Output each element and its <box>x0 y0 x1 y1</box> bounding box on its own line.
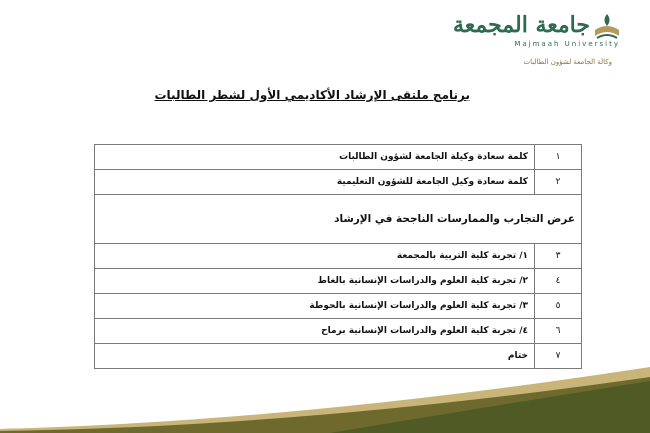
row-number: ١ <box>535 145 582 170</box>
table-row <box>95 145 582 170</box>
row-text: ٣/ تجربة كلية العلوم والدراسات الإنسانية بالحوطة <box>95 294 535 319</box>
row-text: كلمة سعادة وكيل الجامعة للشؤون التعليمية <box>95 170 535 195</box>
book-emblem-icon <box>592 10 622 44</box>
row-text: ٤/ تجربة كلية العلوم والدراسات الإنسانية برماح <box>95 319 535 344</box>
table-row <box>95 269 582 294</box>
row-text: ختام <box>95 344 535 369</box>
decorative-swoosh <box>0 363 650 433</box>
table-row <box>95 170 582 195</box>
section-row <box>95 195 582 244</box>
row-number: ٥ <box>535 294 582 319</box>
row-text: كلمة سعادة وكيلة الجامعة لشؤون الطالبات <box>95 145 535 170</box>
row-number: ٤ <box>535 269 582 294</box>
row-number: ٦ <box>535 319 582 344</box>
university-name-en: Majmaah University <box>514 40 620 48</box>
university-logo <box>422 10 622 70</box>
program-table <box>94 144 582 369</box>
row-text: ٢/ تجربة كلية العلوم والدراسات الإنسانية بالغاط <box>95 269 535 294</box>
row-text: ١/ تجربة كلية التربية بالمجمعة <box>95 244 535 269</box>
table-row <box>95 319 582 344</box>
row-number: ٧ <box>535 344 582 369</box>
table-row <box>95 244 582 269</box>
agency-name: وكالة الجامعة لشؤون الطالبات <box>523 58 612 66</box>
university-name-ar: جامعة المجمعة <box>452 12 590 38</box>
row-number: ٢ <box>535 170 582 195</box>
page-title: برنامج ملتقى الإرشاد الأكاديمي الأول لشطر الطالبات <box>154 88 470 102</box>
section-heading: عرض التجارب والممارسات الناجحة في الإرشاد <box>95 195 582 244</box>
table-row <box>95 294 582 319</box>
row-number: ٣ <box>535 244 582 269</box>
